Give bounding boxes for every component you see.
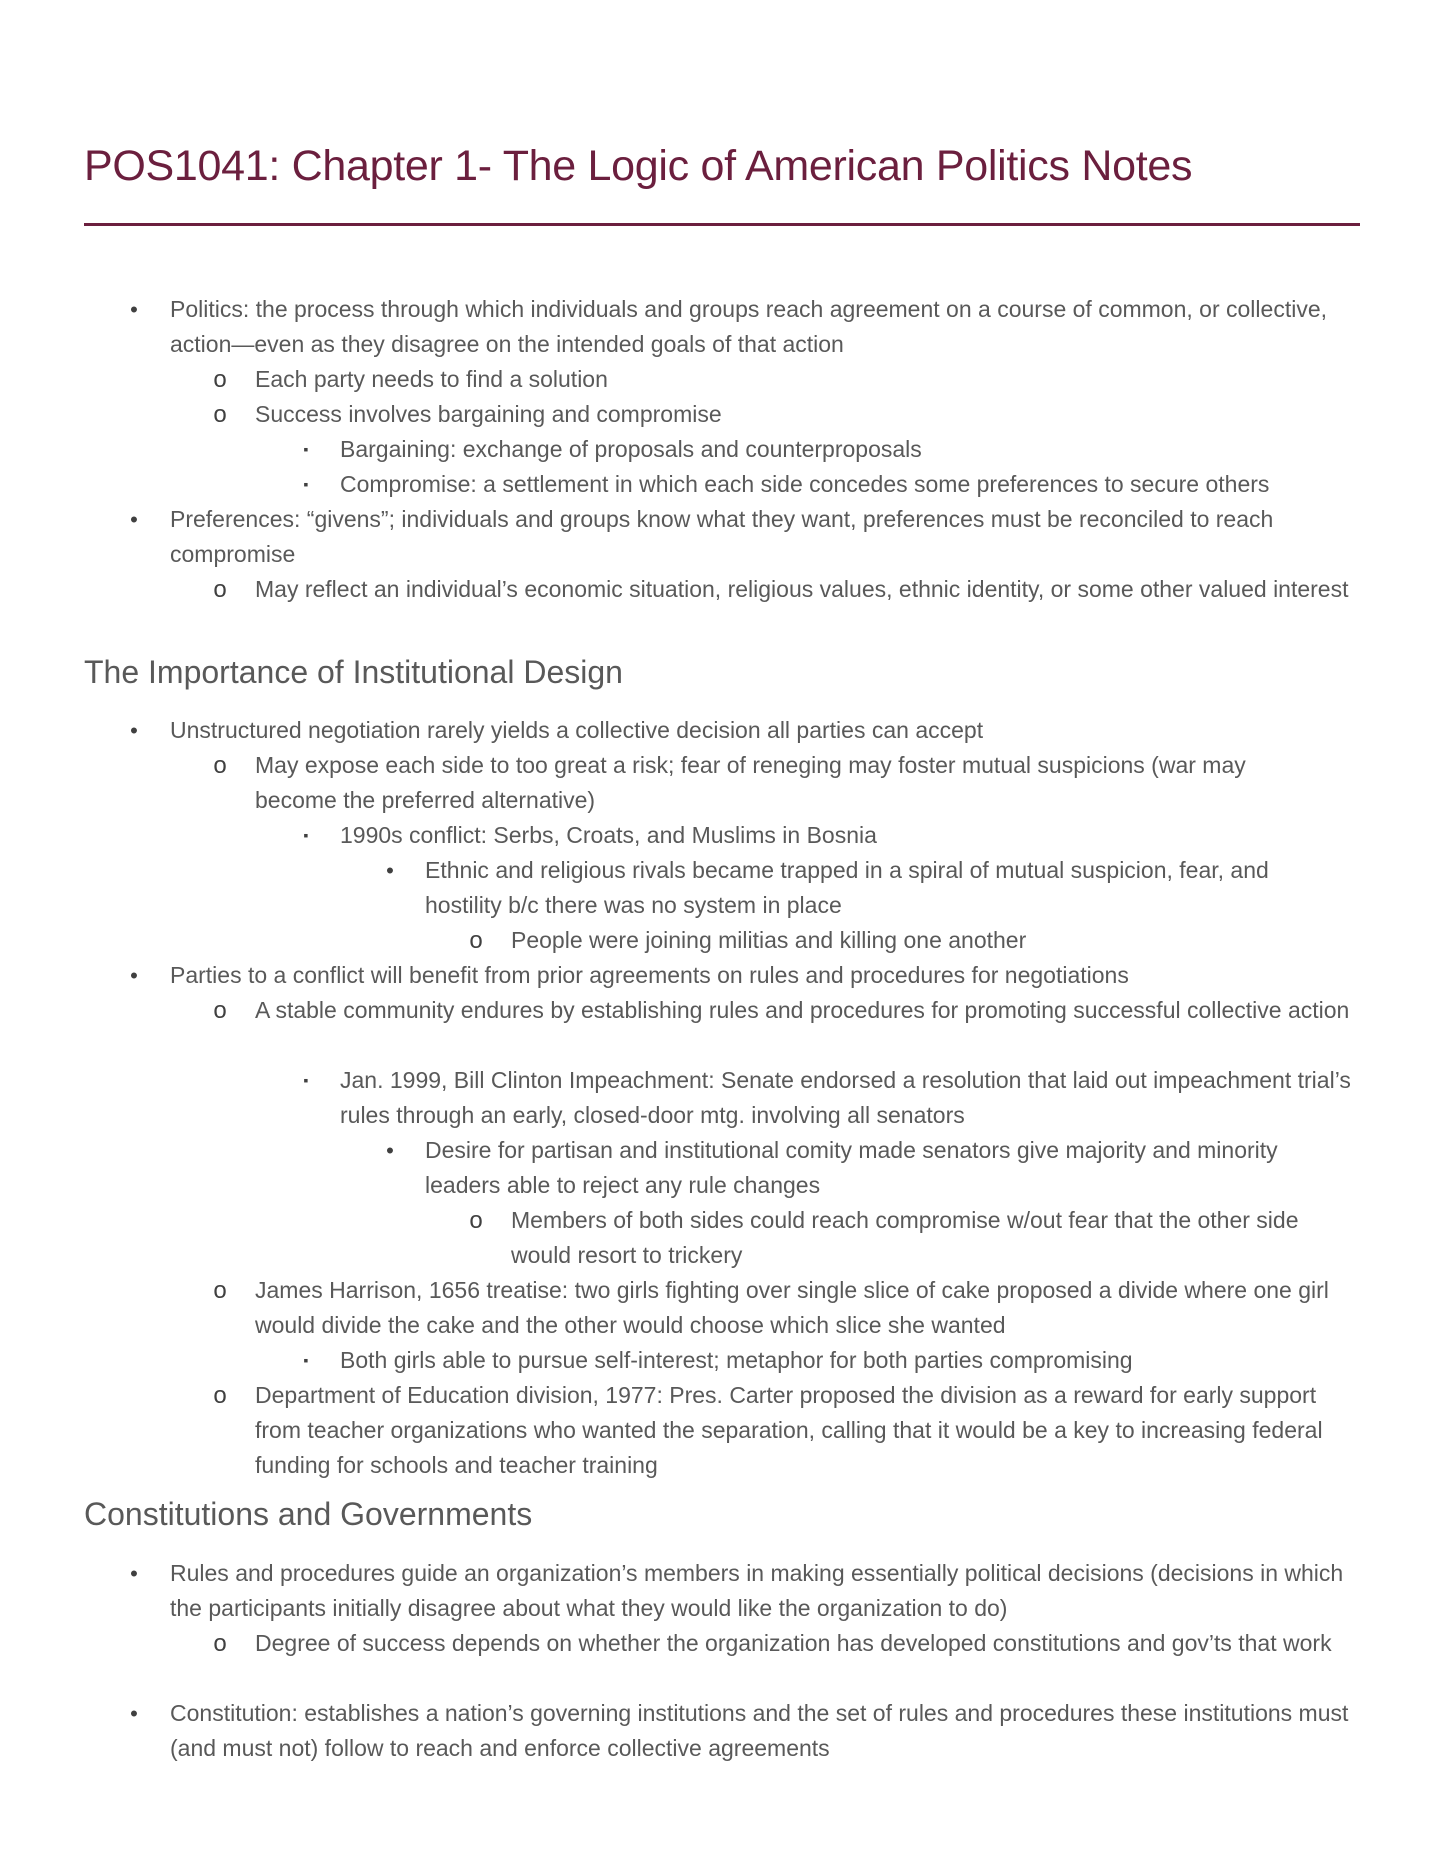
list-item: Success involves bargaining and compromise: [255, 401, 722, 427]
bullet-circle: o: [213, 576, 227, 603]
bullet-disc: •: [386, 1138, 394, 1163]
list-item: Unstructured negotiation rarely yields a collective decision all parties can accept: [170, 717, 984, 743]
bullet-circle: o: [469, 1207, 483, 1234]
section-heading: Constitutions and Governments: [84, 1496, 533, 1532]
list-item: Desire for partisan and institutional comity made senators give majority and minority leaders able to reject any rule changes: [425, 1137, 1278, 1198]
list-item: Department of Education division, 1977: Pres. Carter proposed the division as a reward for early support from teacher organizations who wanted the separation, calling that it would be a key to increasing federal funding for schools and teacher training: [255, 1382, 1323, 1478]
bullet-square: ▪: [303, 441, 309, 457]
bullet-disc: •: [130, 1701, 138, 1726]
list-item: May reflect an individual’s economic situation, religious values, ethnic identity, or some other valued interest: [255, 576, 1349, 602]
document-title: POS1041: Chapter 1- The Logic of American Politics Notes: [84, 142, 1193, 190]
bullet-disc: •: [130, 507, 138, 532]
list-item: James Harrison, 1656 treatise: two girls fighting over single slice of cake proposed a divide where one girl would divide the cake and the other would choose which slice she wanted: [255, 1277, 1329, 1338]
bullet-disc: •: [130, 718, 138, 743]
list-item: Bargaining: exchange of proposals and counterproposals: [340, 436, 922, 462]
bullet-disc: •: [130, 297, 138, 322]
bullet-circle: o: [469, 927, 483, 954]
bullet-disc: •: [130, 963, 138, 988]
bullet-circle: o: [213, 1382, 227, 1409]
bullet-circle: o: [213, 401, 227, 428]
bullet-circle: o: [213, 1277, 227, 1304]
list-item: Degree of success depends on whether the organization has developed constitutions and gov’ts that work: [255, 1630, 1332, 1656]
list-item: Members of both sides could reach compromise w/out fear that the other side would resort to trickery: [511, 1207, 1299, 1268]
bullet-square: ▪: [303, 476, 309, 492]
bullet-circle: o: [213, 752, 227, 779]
bullet-square: ▪: [303, 827, 309, 843]
bullet-circle: o: [213, 366, 227, 393]
bullet-square: ▪: [303, 1352, 309, 1368]
list-item: People were joining militias and killing one another: [511, 927, 1027, 953]
list-item: Each party needs to find a solution: [255, 366, 608, 392]
list-item: Constitution: establishes a nation’s governing institutions and the set of rules and procedures these institutions must (and must not) follow to reach and enforce collective agreements: [170, 1700, 1349, 1761]
bullet-circle: o: [213, 997, 227, 1024]
list-item: Rules and procedures guide an organization’s members in making essentially political decisions (decisions in which the participants initially disagree about what they would like the organization to do): [170, 1560, 1344, 1621]
bullet-circle: o: [213, 1630, 227, 1657]
list-item: Both girls able to pursue self-interest; metaphor for both parties compromising: [340, 1347, 1133, 1373]
list-item: Compromise: a settlement in which each side concedes some preferences to secure others: [340, 471, 1270, 497]
list-item: Preferences: “givens”; individuals and groups know what they want, preferences must be reconciled to reach compromise: [170, 506, 1274, 567]
list-item: May expose each side to too great a risk; fear of reneging may foster mutual suspicions (war may become the preferred alternative): [255, 752, 1246, 813]
list-item: Ethnic and religious rivals became trapped in a spiral of mutual suspicion, fear, and hostility b/c there was no system in place: [425, 857, 1269, 918]
section-heading: The Importance of Institutional Design: [84, 654, 623, 690]
list-item: Politics: the process through which individuals and groups reach agreement on a course of common, or collective, action—even as they disagree on the intended goals of that action: [170, 296, 1327, 357]
bullet-disc: •: [386, 858, 394, 883]
list-item: A stable community endures by establishing rules and procedures for promoting successful collective action: [255, 997, 1350, 1023]
list-item: Parties to a conflict will benefit from prior agreements on rules and procedures for negotiations: [170, 962, 1129, 988]
bullet-square: ▪: [303, 1072, 309, 1088]
bullet-disc: •: [130, 1561, 138, 1586]
list-item: 1990s conflict: Serbs, Croats, and Muslims in Bosnia: [340, 822, 877, 848]
list-item: Jan. 1999, Bill Clinton Impeachment: Senate endorsed a resolution that laid out impeachment trial’s rules through an early, closed-door mtg. involving all senators: [340, 1067, 1351, 1128]
title-divider: [84, 223, 1360, 226]
